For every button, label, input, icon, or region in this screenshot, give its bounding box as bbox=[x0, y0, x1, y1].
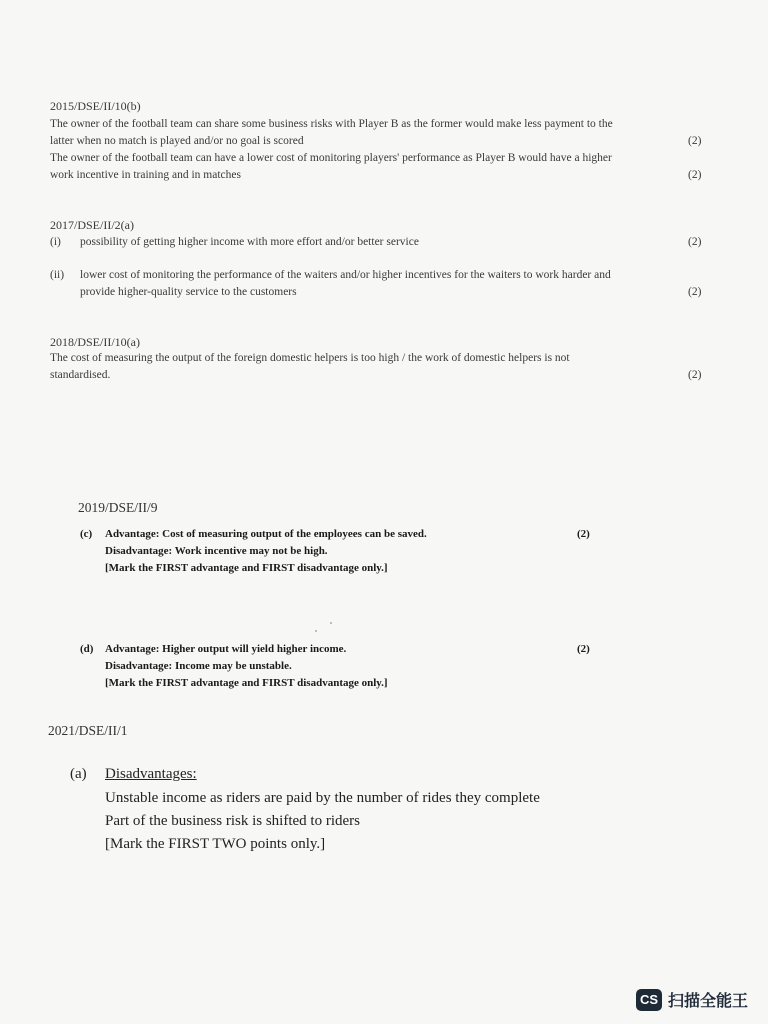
part-2019-c-advantage: Advantage: Cost of measuring output of the employees can be saved. bbox=[105, 528, 427, 540]
ref-2019: 2019/DSE/II/9 bbox=[78, 500, 158, 515]
scan-speck bbox=[330, 622, 332, 624]
mark-2019-d: (2) bbox=[577, 643, 590, 655]
part-2019-d-note: [Mark the FIRST advantage and FIRST disadvantage only.] bbox=[105, 677, 388, 689]
camscanner-logo-icon: CS bbox=[636, 989, 662, 1011]
camscanner-watermark bbox=[636, 988, 748, 1011]
ref-2015: 2015/DSE/II/10(b) bbox=[50, 99, 141, 113]
part-2021-a-point2: Part of the business risk is shifted to riders bbox=[105, 813, 360, 829]
answer-2015-line2: latter when no match is played and/or no goal is scored bbox=[50, 135, 304, 147]
item-2017-ii-number: (ii) bbox=[50, 269, 65, 281]
camscanner-logo-text: 扫描全能王 bbox=[668, 991, 749, 1010]
part-2019-d-advantage: Advantage: Higher output will yield higher income. bbox=[105, 643, 347, 655]
ref-2021: 2021/DSE/II/1 bbox=[48, 723, 128, 738]
mark-2017-i: (2) bbox=[688, 236, 702, 248]
answer-2018-line2: standardised. bbox=[50, 369, 111, 381]
mark-2015-2: (2) bbox=[688, 169, 702, 181]
part-2019-c-disadvantage: Disadvantage: Work incentive may not be high. bbox=[105, 545, 328, 557]
item-2017-ii-line1: lower cost of monitoring the performance of the waiters and/or higher incentives for the waiters to work harder and bbox=[80, 269, 611, 281]
part-2019-c-label: (c) bbox=[80, 528, 93, 540]
item-2017-i-text: possibility of getting higher income with more effort and/or better service bbox=[80, 236, 419, 248]
answer-2018-line1: The cost of measuring the output of the foreign domestic helpers is too high / the work of domestic helpers is not bbox=[50, 352, 570, 364]
scan-speck bbox=[315, 630, 317, 632]
ref-2018: 2018/DSE/II/10(a) bbox=[50, 335, 140, 349]
ref-2017: 2017/DSE/II/2(a) bbox=[50, 218, 134, 232]
part-2021-a-label: (a) bbox=[70, 766, 87, 782]
mark-2018: (2) bbox=[688, 369, 702, 381]
answer-2015-line3: The owner of the football team can have a lower cost of monitoring players' performance as Player B would have a higher bbox=[50, 152, 612, 164]
part-2019-d-disadvantage: Disadvantage: Income may be unstable. bbox=[105, 660, 292, 672]
answer-2015-line4: work incentive in training and in matches bbox=[50, 169, 241, 181]
item-2017-ii-line2: provide higher-quality service to the customers bbox=[80, 286, 297, 298]
part-2021-a-point1: Unstable income as riders are paid by the number of rides they complete bbox=[105, 790, 540, 806]
answer-2015-line1: The owner of the football team can share some business risks with Player B as the former would make less payment to the bbox=[50, 118, 613, 130]
part-2019-d-label: (d) bbox=[80, 643, 94, 655]
part-2021-a-note: [Mark the FIRST TWO points only.] bbox=[105, 836, 326, 852]
mark-2019-c: (2) bbox=[577, 528, 590, 540]
mark-2017-ii: (2) bbox=[688, 286, 702, 298]
item-2017-i-number: (i) bbox=[50, 236, 61, 248]
part-2019-c-note: [Mark the FIRST advantage and FIRST disadvantage only.] bbox=[105, 562, 388, 574]
mark-2015-1: (2) bbox=[688, 135, 702, 147]
part-2021-a-heading: Disadvantages: bbox=[105, 766, 197, 782]
